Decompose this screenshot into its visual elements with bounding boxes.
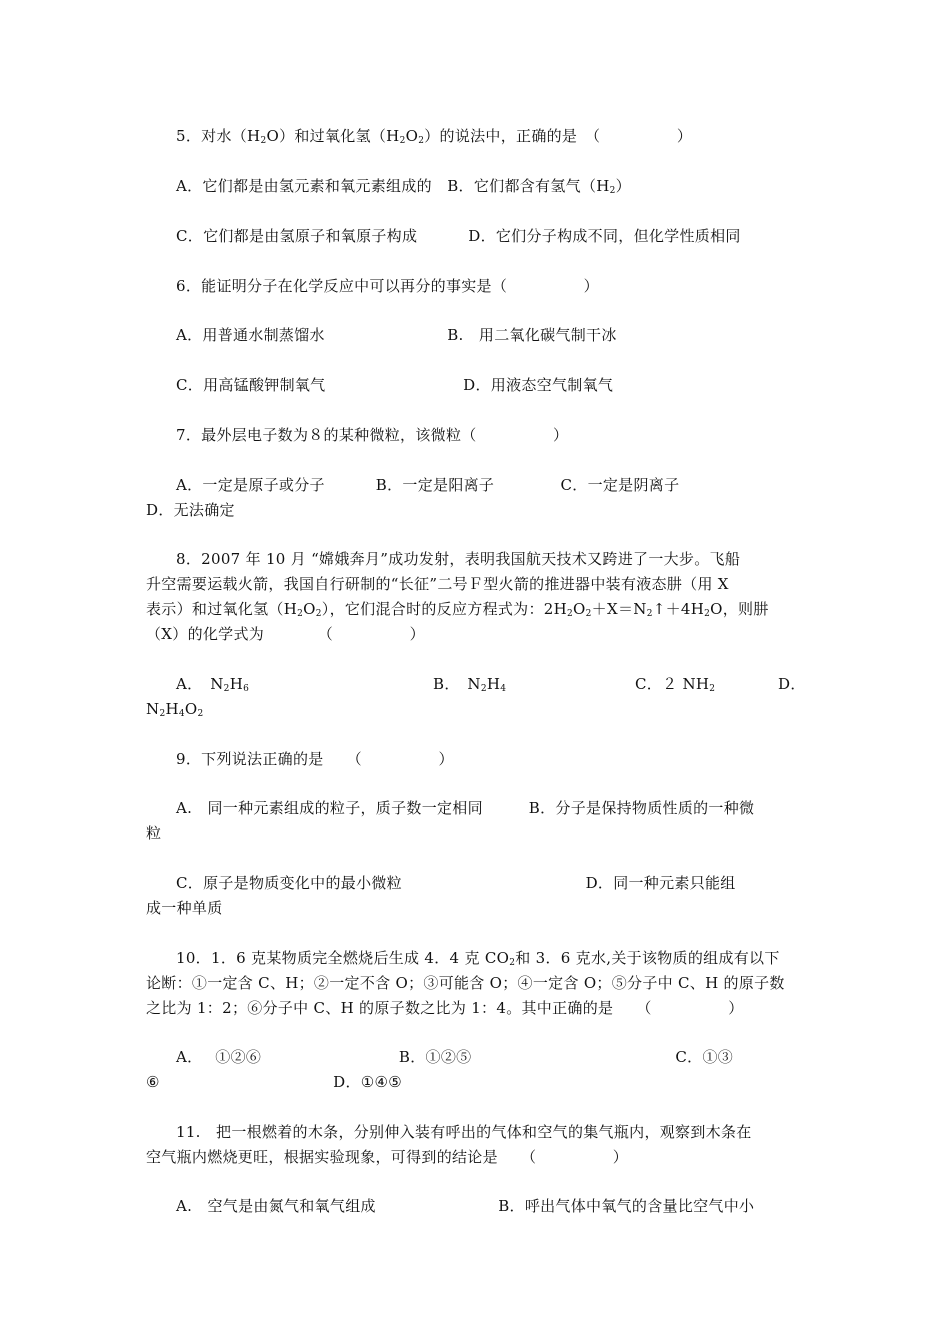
q6-options-ab: A．用普通水制蒸馏水 B. 用二氧化碳气制干冰	[176, 326, 617, 344]
q7-stem: 7．最外层电子数为８的某种微粒，该微粒（ ）	[176, 426, 569, 444]
q10-options-abc: A． ①②⑥ B．①②⑤ C．①③	[176, 1048, 734, 1066]
q8-line4: （X）的化学式为 （ ）	[146, 625, 425, 643]
q6-options-cd: C．用高锰酸钾制氧气 D．用液态空气制氧气	[176, 376, 614, 394]
q7-option-d: D．无法确定	[146, 501, 235, 519]
q11-options-ab: A. 空气是由氮气和氧气组成 B．呼出气体中氧气的含量比空气中小	[176, 1197, 755, 1215]
q5-options-cd: C．它们都是由氢原子和氧原子构成 D．它们分子构成不同，但化学性质相同	[176, 227, 741, 245]
q8-option-c: C．２ $NH_2$	[635, 675, 716, 694]
q8-line2: 升空需要运载火箭，我国自行研制的“长征”二号Ｆ型火箭的推进器中装有液态肼（用 X	[146, 575, 729, 593]
q8-option-d-label: D．	[778, 675, 806, 693]
q8-line3: 表示）和过氧化氢$(H_2O_2)$，它们混合时的反应方程式为：$2H_2O_2+X=N_2↑+4H_2O$，则肼	[146, 600, 769, 619]
q8-option-b: B． $N_2H_4$	[433, 675, 507, 694]
q8-option-d-formula: $N_2H_4O_2$	[146, 700, 204, 719]
q8-line1: 8．2007 年 10 月 “嫦娥奔月”成功发射，表明我国航天技术又跨进了一大步。飞船	[176, 550, 741, 568]
q6-stem: 6．能证明分子在化学反应中可以再分的事实是（ ）	[176, 277, 599, 295]
q10-line3: 之比为 1：2；⑥分子中 C、H 的原子数之比为 1：4。其中正确的是 （ ）	[146, 999, 744, 1017]
q5-stem: 5．对水$(H_2O)$和过氧化氢$(H_2O_2)$的说法中，正确的是 （ ）	[176, 127, 693, 146]
q7-options-abc: A．一定是原子或分子 B．一定是阳离子 C．一定是阴离子	[176, 476, 680, 494]
q11-line2: 空气瓶内燃烧更旺，根据实验现象，可得到的结论是 （ ）	[146, 1148, 629, 1166]
q9-options-ab: A. 同一种元素组成的粒子，质子数一定相同 B．分子是保持物质性质的一种微	[176, 799, 755, 817]
q10-line2: 论断：①一定含 C、H；②一定不含 O；③可能含 O；④一定含 O；⑤分子中 C、H 的原子数	[146, 974, 785, 992]
q11-line1: 11. 把一根燃着的木条，分别伸入装有呼出的气体和空气的集气瓶内，观察到木条在	[176, 1123, 752, 1141]
q9-options-cd: C．原子是物质变化中的最小微粒 D．同一种元素只能组	[176, 874, 736, 892]
q9-stem: 9．下列说法正确的是 （ ）	[176, 750, 454, 768]
q9-options-ab-cont: 粒	[146, 824, 162, 842]
q10-line1: 10．1．6 克某物质完全燃烧后生成 4．4 克 $CO_2$和 3．6 克水,关于该物质的组成有以下	[176, 949, 780, 968]
q8-option-a: A． $N_2H_6$	[176, 675, 250, 694]
q10-options-cd: ⑥ D．①④⑤	[146, 1073, 402, 1091]
q9-options-cd-cont: 成一种单质	[146, 899, 223, 917]
q5-options-ab: A．它们都是由氢元素和氧元素组成的 B．它们都含有氢气$(H_2)$	[176, 177, 631, 196]
